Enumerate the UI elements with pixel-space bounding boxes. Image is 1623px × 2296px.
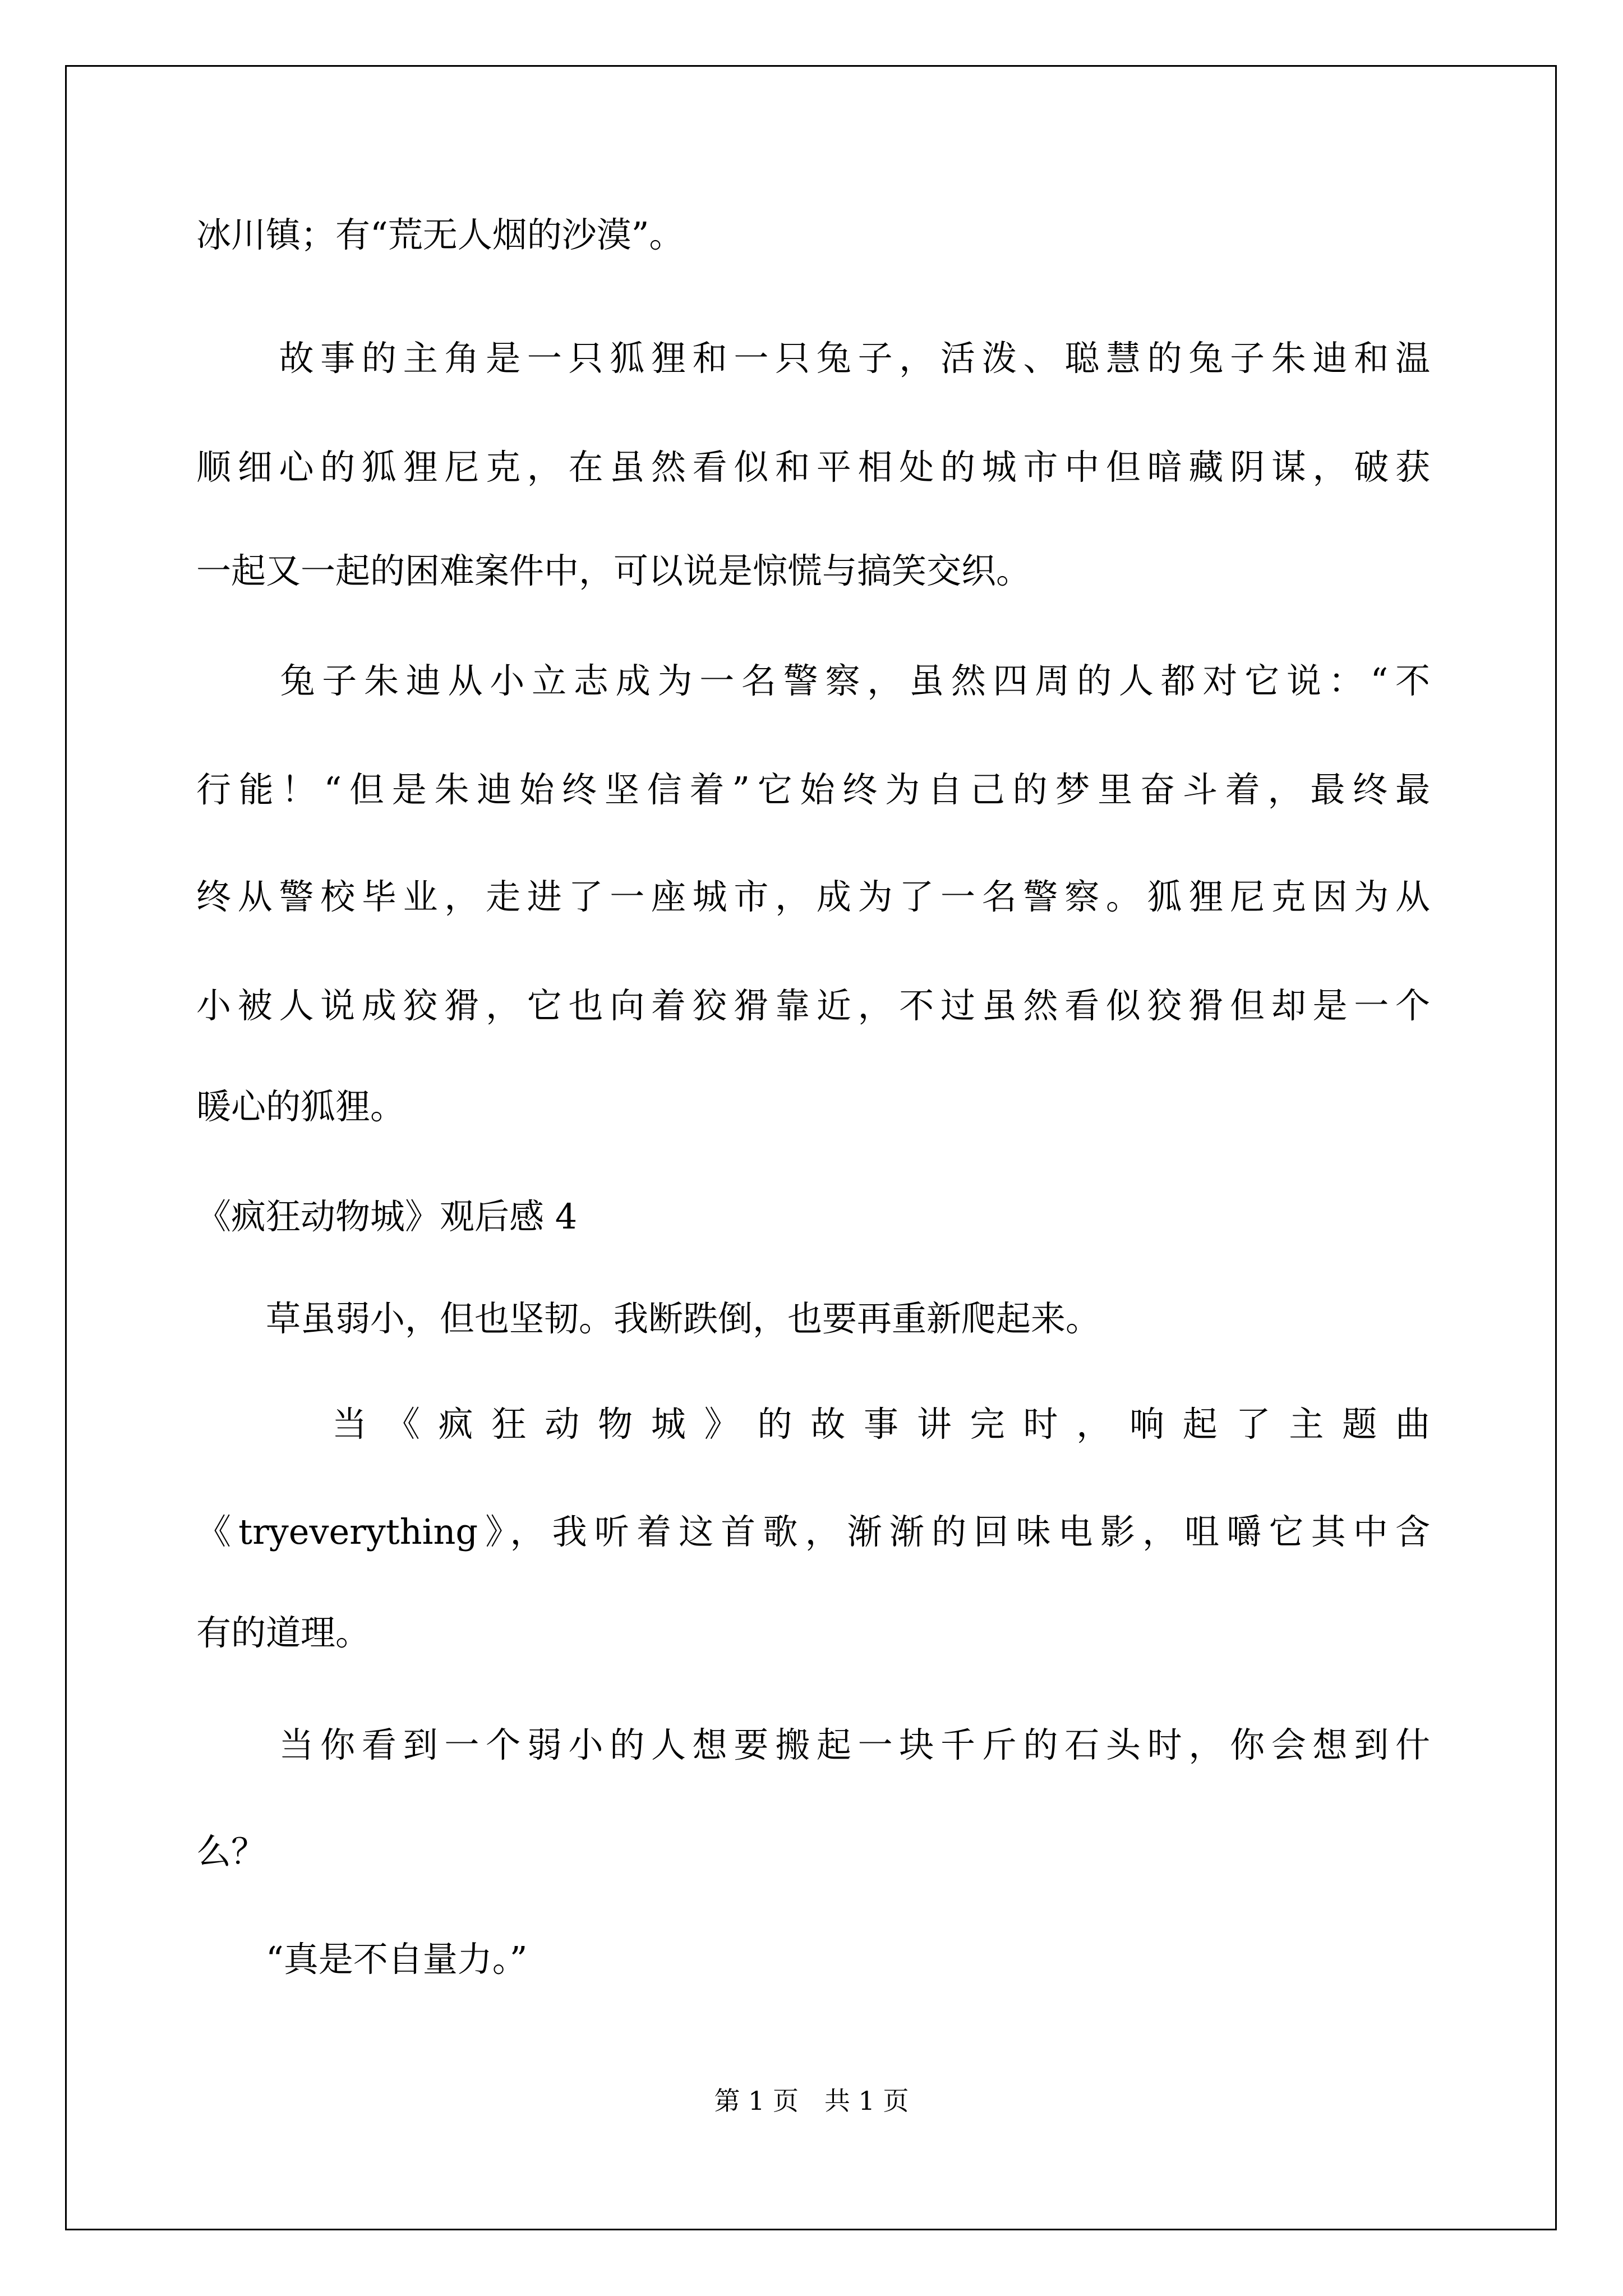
body-text-line: 小被人说成狡猾，它也向着狡猾靠近，不过虽然看似狡猾但却是一个 [196, 985, 1430, 1026]
section-heading: 《疯狂动物城》观后感 4 [196, 1196, 578, 1237]
body-text-line: 一起又一起的困难案件中，可以说是惊慌与搞笑交织。 [196, 550, 1031, 591]
body-text-line: “真是不自量力。” [196, 1939, 528, 1980]
page-number: 第 1 页 共 1 页 [714, 2086, 909, 2116]
body-text-line: 当《疯狂动物城》的故事讲完时，响起了主题曲 [196, 1404, 1430, 1444]
body-text-line: 故事的主角是一只狐狸和一只兔子，活泼、聪慧的兔子朱迪和温 [196, 338, 1430, 379]
body-text-line: 暖心的狐狸。 [196, 1086, 405, 1127]
body-text-line: 冰川镇；有“荒无人烟的沙漠”。 [196, 214, 684, 255]
body-text-line: 有的道理。 [196, 1612, 371, 1653]
body-text-line: 么？ [196, 1831, 266, 1872]
body-text-line: 顺细心的狐狸尼克，在虽然看似和平相处的城市中但暗藏阴谋，破获 [196, 447, 1430, 487]
body-text-line: 当你看到一个弱小的人想要搬起一块千斤的石头时，你会想到什 [196, 1724, 1430, 1765]
body-text-line: 终从警校毕业，走进了一座城市，成为了一名警察。狐狸尼克因为从 [196, 876, 1430, 917]
body-text-line: 草虽弱小，但也坚韧。我断跌倒，也要再重新爬起来。 [196, 1298, 1101, 1339]
page-border [65, 65, 1557, 2230]
body-text-line: 《tryeverything》，我听着这首歌，渐渐的回味电影，咀嚼它其中含 [196, 1511, 1430, 1552]
body-text-line: 行能！“但是朱迪始终坚信着”它始终为自己的梦里奋斗着，最终最 [196, 769, 1430, 810]
body-text-line: 兔子朱迪从小立志成为一名警察，虽然四周的人都对它说：“不 [196, 660, 1430, 701]
page-footer [0, 2088, 1623, 2114]
